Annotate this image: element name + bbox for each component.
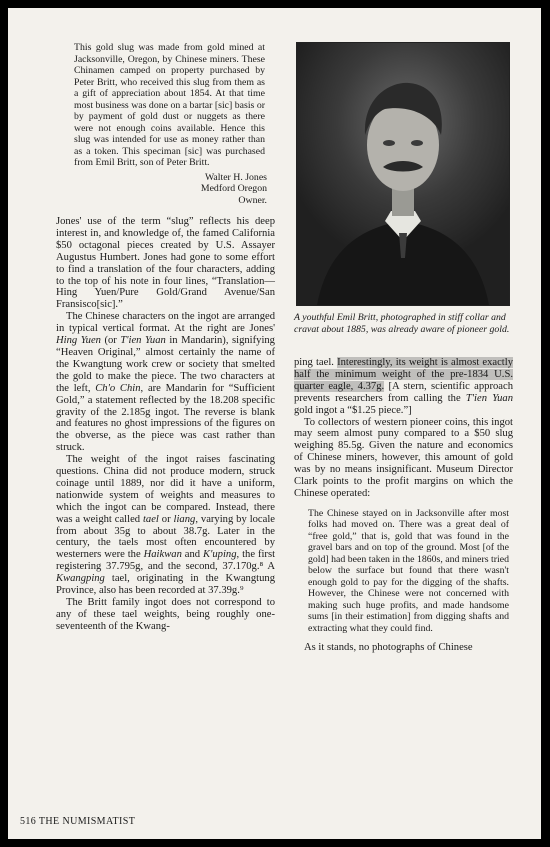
page-footer: 516 THE NUMISMATIST [20, 816, 136, 827]
portrait-illustration [297, 43, 509, 305]
curator-quote: The Chinese stayed on in Jacksonville after most folks had moved on. There was a great deal of “free gold,” that is, gold that was found in the gravel bars and on top of the ground. Most [of the gold] had been taken in the 1860s, and miners tried below the surface but found that there wasn't enough gold to pay for the digging of the shafts. However, the Chinese were not concerned with making such huge profits, and made handsome sums [in their estimation] from digging shafts and extracting what they could find. [308, 507, 509, 634]
signature-place: Medford Oregon [200, 183, 267, 194]
signature-name: Walter H. Jones [204, 171, 267, 183]
owner-signature [56, 172, 267, 207]
body-paragraph: To collectors of western pioneer coins, this ingot may seem almost puny compared to a $50 slug weighing 85.5g. Given the nature and economics of Chinese miners, however, this amount of gold was by no means insignificant. Museum Director Clark points to the profit margins on which the Chinese operated: [294, 416, 513, 499]
body-paragraph: ping tael. Interestingly, its weight is almost exactly half the minimum weight of the pre-1834 U.S. quarter eagle, 4.37g. [A stern, scientific approach prevents researchers from calling the T'ien Yuan gold ingot a “$1.25 piece.”] [294, 357, 513, 416]
body-paragraph: Jones' use of the term “slug” reflects his deep interest in, and knowledge of, the famed California $50 octagonal pieces created by U.S. Assayer Augustus Humbert. Jones had gone to some effort to find a translation of the four characters, adding to the top of his note in four lines, “Translation—Hing Yuen/Pure Gold/Grand Avenue/San Fransisco[sic].” [56, 216, 275, 311]
highlighted-sentence: Interestingly, its weight is almost exactly half the minimum weight of the pre-1834 U.S. quarter eagle, 4.37g. [294, 357, 513, 392]
body-paragraph: As it stands, no photographs of Chinese [304, 642, 473, 654]
body-paragraph: The weight of the ingot raises fascinating questions. China did not produce modern, struck coinage until 1889, nor did it have a uniform, nationwide system of weights and measures to which the ingot can be compared. Instead, there was a weight called tael or liang, varying by locale from about 35g to about 38.7g. Later in the century, the taels most often encountered by westerners were the Haikwan and K'uping, the first registering 37.795g, and the second, 37.170g.⁸ A Kwangping tael, originating in the Kwangtung Province, also has been recorded at 37.39g.⁹ [56, 454, 276, 597]
right-column [294, 42, 513, 654]
portrait-photo [296, 42, 510, 306]
photo-caption: A youthful Emil Britt, photographed in stiff collar and cravat about 1885, was already aware of pioneer gold. [294, 312, 510, 335]
left-column [56, 42, 275, 633]
owner-note-quote: This gold slug was made from gold mined at Jacksonville, Oregon, by Chinese miners. These Chinamen camped on property purchased by Peter Britt, who received this slug from them as a gift of appreciation about 1854. At that time most business was done on a bartar [sic] basis or by payment of gold dust or nuggets as there were not enough coins available. Hence this slug was intended for use as money rather than as a token. This speciman [sic] was purchased from Emil Britt, son of Peter Britt. [74, 42, 265, 168]
body-paragraph: The Britt family ingot does not correspond to any of these tael weights, being roughly one-seventeenth of the Kwang- [56, 597, 275, 632]
magazine-page [8, 8, 541, 839]
signature-role: Owner. [238, 194, 267, 206]
body-paragraph: The Chinese characters on the ingot are arranged in typical vertical format. At the right are Jones' Hing Yuen (or T'ien Yuan in Mandarin), signifying “Heaven Original,” almost certainly the name of the Kwangtung work crew or society that smelted the gold to make the piece. The two characters at the left, Ch'o Chin, are Mandarin for “Sufficient Gold,” a statement reflected by the 18.208 specific gravity of the 2.185g ingot. The reverse is blank and features no ghost impressions of the figures on the obverse, as the piece was cast rather than struck. [56, 311, 275, 454]
